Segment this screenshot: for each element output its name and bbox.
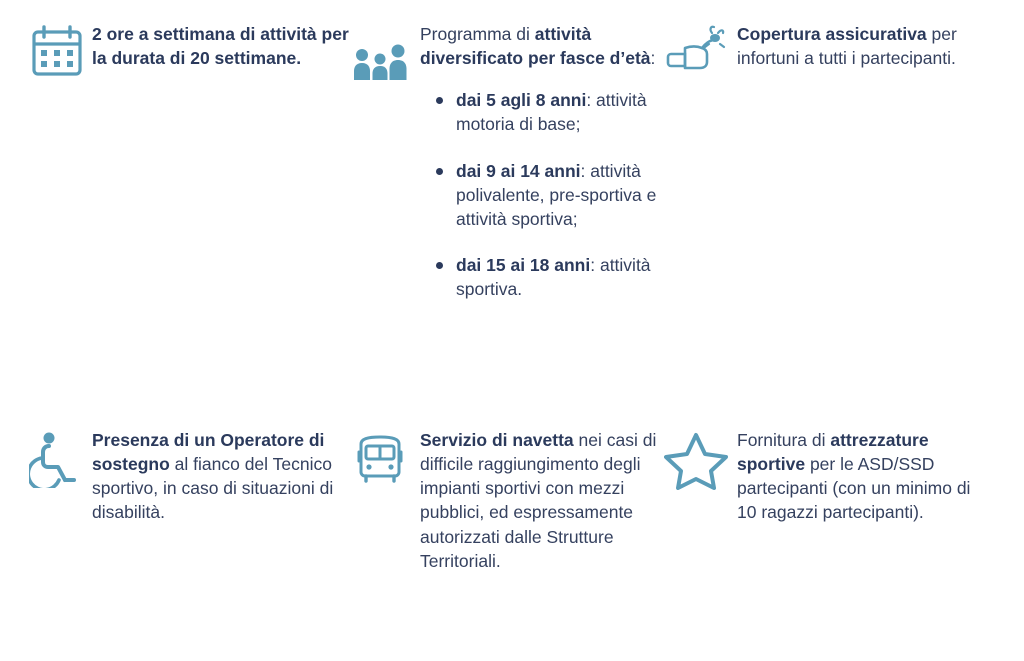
item-equipment-lead: Fornitura di [737, 430, 831, 450]
item-hours [22, 22, 352, 78]
item-hours-bold: 2 ore a settimana di attività per la durata di 20 settimane. [92, 24, 349, 69]
item-support-rest: al fianco del Tecnico sportivo, in caso di situazioni di disabilità. [92, 454, 334, 523]
program-age-list [420, 88, 660, 301]
item-hours-text [92, 22, 352, 70]
item-shuttle-text [420, 428, 660, 573]
item-equipment-text [737, 428, 985, 525]
hand-bee-icon [655, 22, 737, 80]
list-item [442, 88, 660, 136]
wheelchair-icon [22, 428, 92, 488]
age-range-bold: dai 15 ai 18 anni [456, 254, 591, 275]
item-equipment-rest: per le ASD/SSD partecipanti (con un minimo di 10 ragazzi partecipanti). [737, 454, 971, 523]
age-range-bold: dai 9 ai 14 anni [456, 160, 581, 181]
calendar-icon [22, 22, 92, 78]
age-range-rest: : attività sportiva. [456, 254, 651, 300]
list-item [442, 253, 660, 301]
item-program-text [420, 22, 660, 301]
item-shuttle [340, 428, 660, 573]
item-program [340, 22, 660, 301]
item-program-lead-tail: : [650, 48, 656, 69]
item-support-bold: Presenza di un Operatore di sostegno [92, 430, 325, 475]
item-insurance [655, 22, 985, 80]
list-item [442, 159, 660, 231]
item-shuttle-bold: Servizio di navetta [420, 430, 574, 450]
item-insurance-rest: per infortuni a tutti i partecipanti. [737, 24, 957, 69]
people-group-icon [340, 22, 420, 80]
bus-icon [340, 428, 420, 486]
item-support [22, 428, 352, 525]
item-insurance-bold: Copertura assicurativa [737, 24, 927, 44]
item-equipment-bold: attrezzature sportive [737, 430, 929, 475]
item-support-text [92, 428, 352, 525]
star-icon [655, 428, 737, 490]
item-program-lead-bold: attività diversificato per fasce d’età [420, 24, 651, 69]
item-program-lead-normal: Programma di [420, 24, 535, 44]
item-equipment [655, 428, 985, 525]
age-range-rest: : attività motoria di base; [456, 90, 647, 135]
item-shuttle-rest: nei casi di difficile raggiungimento degli impianti sportivi con mezzi pubblici, ed espressamente autorizzati dalle Strutture Territoriali. [420, 430, 657, 571]
age-range-bold: dai 5 agli 8 anni [456, 90, 587, 111]
age-range-rest: : attività polivalente, pre-sportiva e attività sportiva; [456, 160, 657, 229]
item-insurance-text [737, 22, 985, 70]
